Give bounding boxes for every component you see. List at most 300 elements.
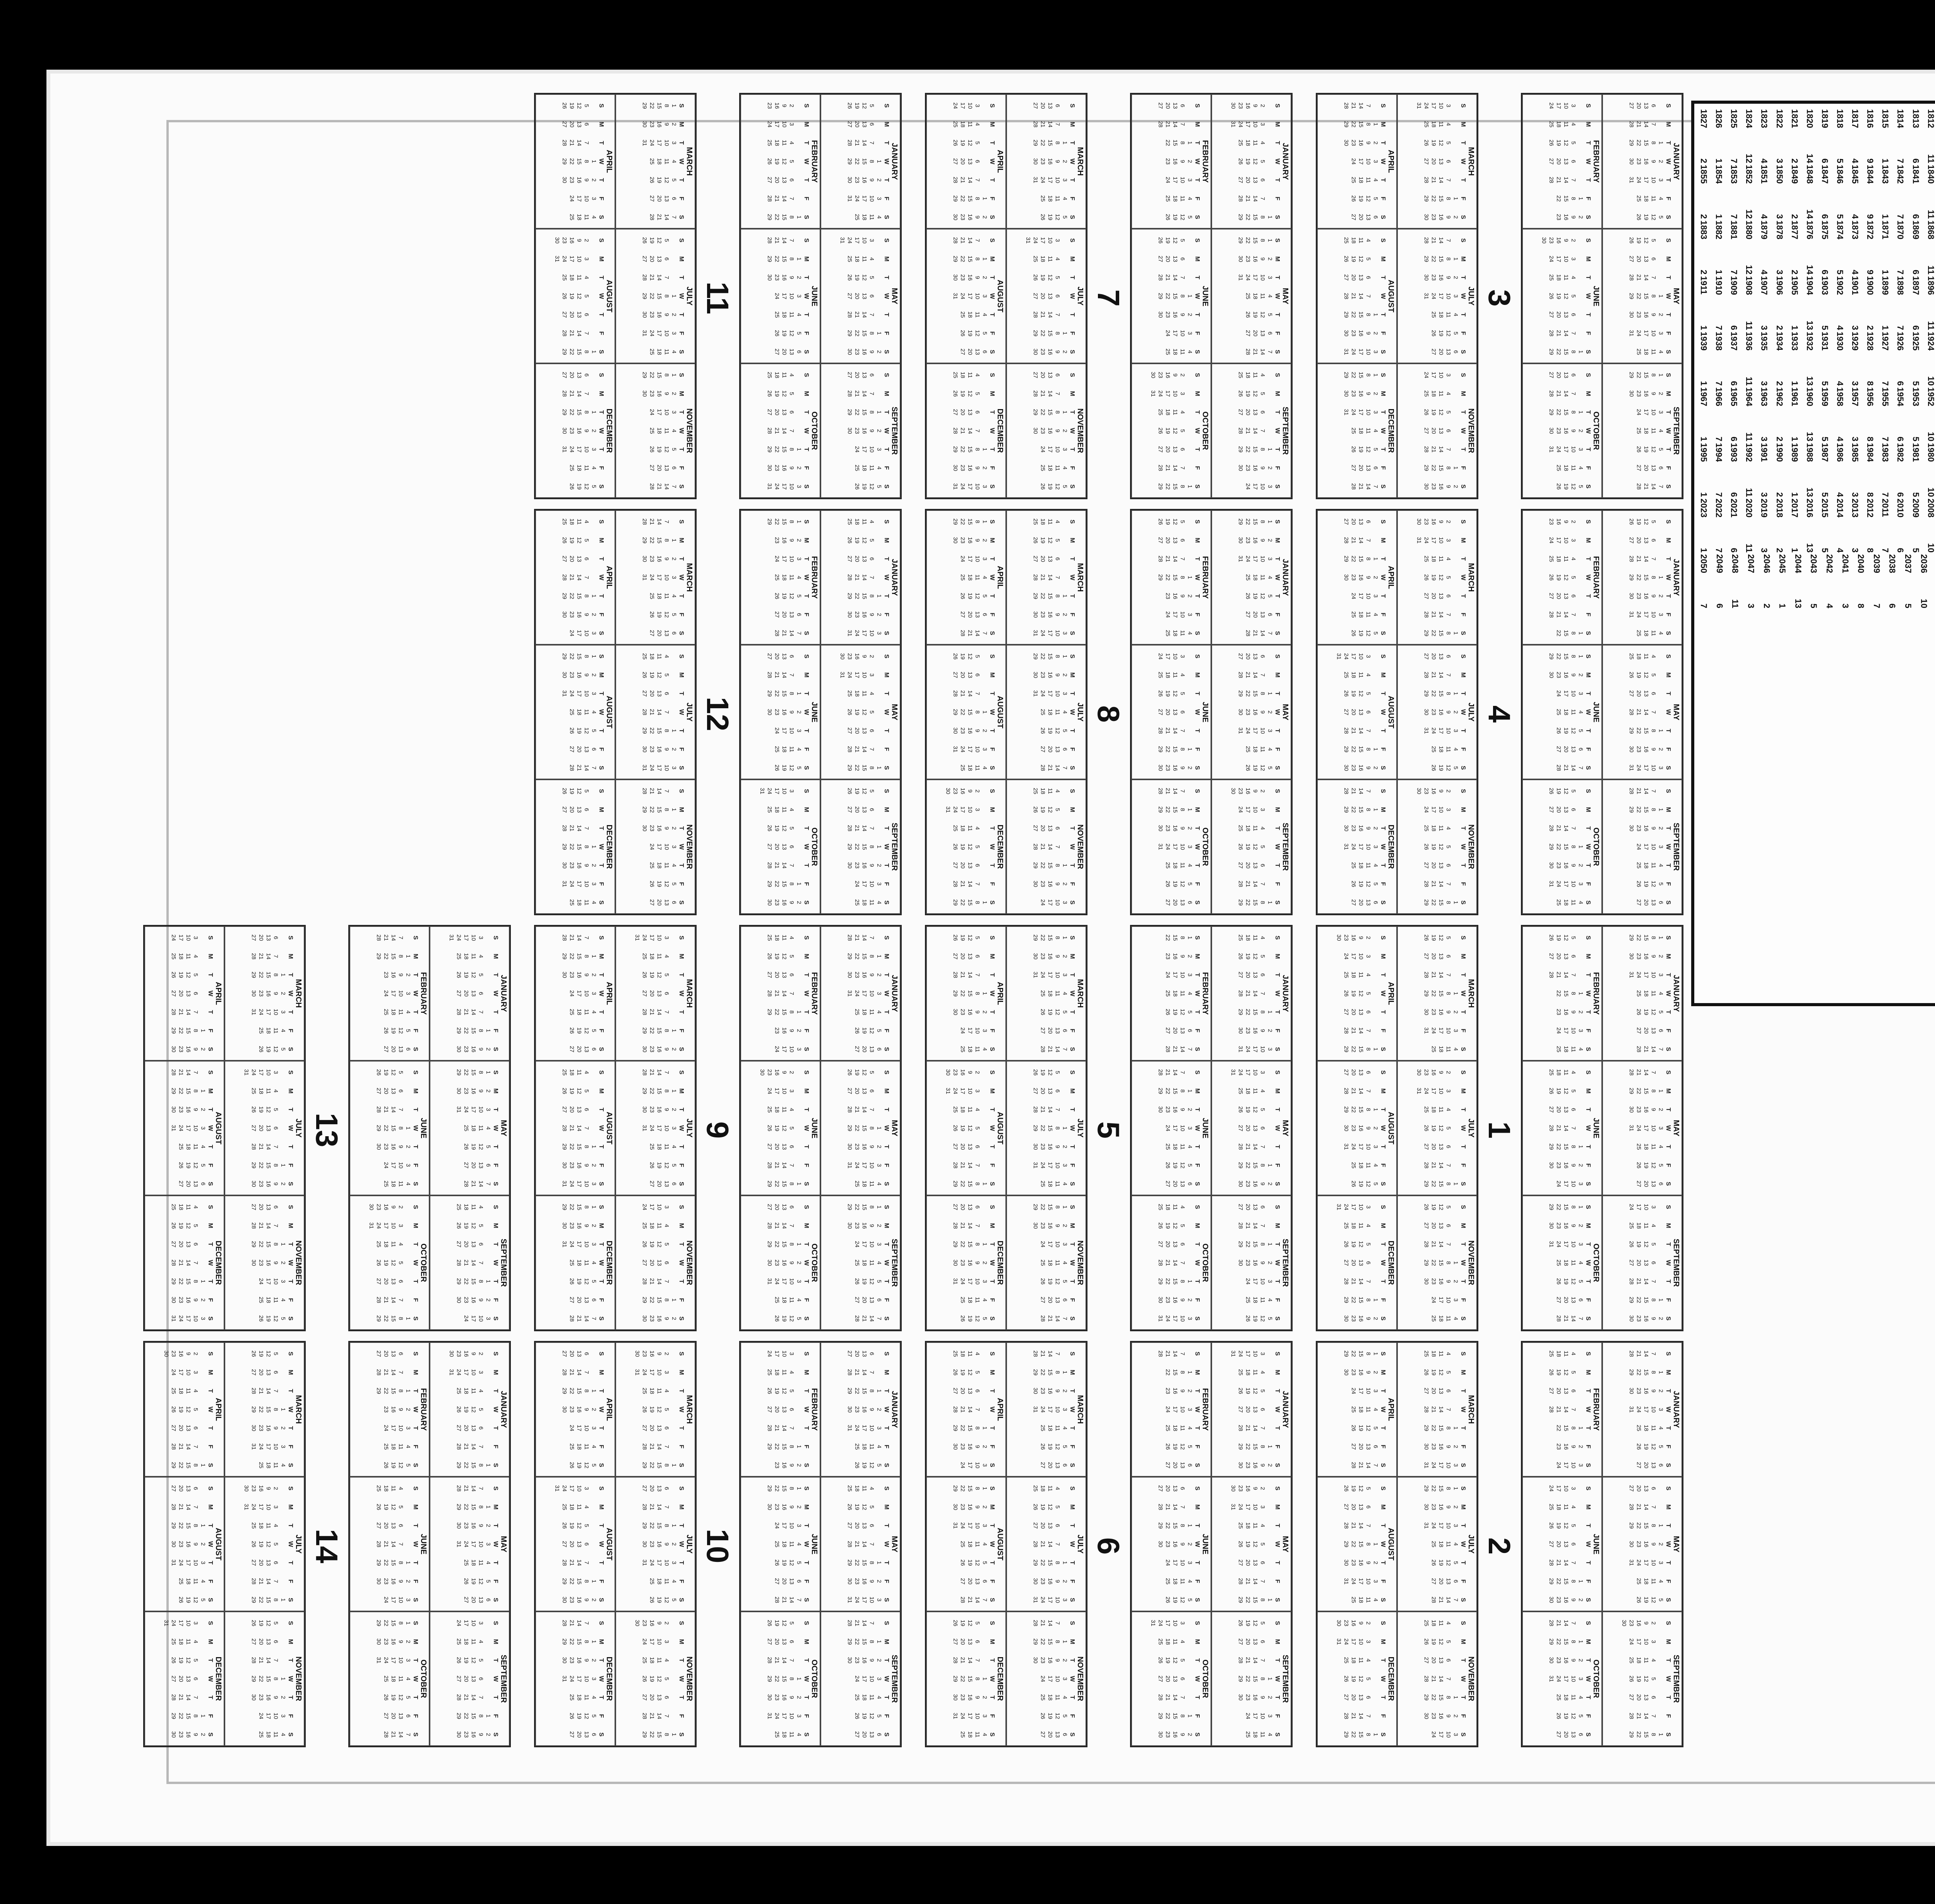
day-number: 7 [1365,1089,1372,1093]
day-number: 3 [1372,594,1379,598]
weekday-letter: S [1665,1463,1671,1467]
day-number: 10 [1054,630,1061,637]
day-number: 27 [1548,592,1555,599]
month-name: OCTOBER [1201,1659,1209,1698]
day-number: 20 [1643,464,1649,471]
day-number: 10 [1259,1712,1266,1719]
day-number: 6 [1445,1389,1452,1393]
calendar-number: 1 [1482,1121,1517,1139]
day-number: 6 [1259,654,1266,658]
weekday-letter: S [1665,238,1671,243]
day-number: 19 [1643,1443,1649,1450]
blank-day [1657,231,1664,250]
day-number: 13 [1650,1027,1657,1034]
day-number: 1 [1187,1714,1193,1718]
weekday-letter: W [1194,574,1200,580]
day-number: 6 [1372,215,1379,219]
day-number: 4 [1452,1542,1459,1546]
index-calendar-number: 5 [1911,492,1921,497]
day-number: 25 [1237,1369,1244,1376]
index-year: 1963 [1759,387,1769,406]
day-number: 18 [1252,746,1259,753]
day-number: 20 [1252,330,1259,337]
day-number: 27 [1548,806,1555,813]
day-number: 10 [1252,806,1259,813]
day-number: 12 [1563,293,1569,300]
day-number: 23 [1635,1541,1642,1548]
weekday-letter: S [1069,789,1075,793]
day-number: 14 [1252,1143,1259,1150]
weekday-letter: F [1665,747,1671,751]
weekday-letter: M [989,1504,995,1510]
day-number: 7 [1577,766,1584,770]
weekday-letter: F [989,1579,995,1583]
index-calendar-number: 5 [1820,381,1830,386]
weekday-letter: S [1585,349,1591,354]
day-number: 18 [1350,971,1357,978]
day-number: 28 [1237,1222,1244,1229]
day-number: 6 [1365,1261,1372,1265]
day-number: 14 [1358,102,1364,109]
day-number: 27 [1032,1522,1039,1529]
month-name: FEBRUARY [1592,972,1600,1015]
weekday-letter: T [1380,1108,1386,1111]
weekday-letter: T [989,276,995,279]
day-number: 1 [1658,936,1664,940]
day-number: 9 [1563,238,1569,242]
day-number: 22 [1635,1522,1642,1529]
weekday-letter: M [1274,1370,1281,1375]
index-entry [1849,443,1860,497]
day-number: 4 [1570,276,1577,279]
day-number: 18 [1350,1222,1357,1229]
day-number: 23 [1430,709,1437,716]
day-number: 11 [1365,177,1372,183]
day-number: 9 [1259,257,1266,261]
day-grid [1237,366,1274,496]
day-number: 7 [1650,122,1657,126]
day-grid [1157,231,1194,361]
day-number: 4 [1365,673,1372,677]
day-number: 4 [1570,1352,1577,1356]
day-number: 28 [1237,1143,1244,1150]
weekday-header [1664,96,1671,226]
day-number: 3 [1267,557,1273,561]
index-entry [1910,498,1921,553]
weekday-letter: S [989,1070,995,1075]
weekday-letter: T [1460,1279,1466,1283]
weekday-letter: S [1665,900,1671,905]
day-number: 28 [1350,483,1357,490]
blank-day [1577,568,1584,587]
day-number: 2 [1577,1598,1584,1602]
day-number: 23 [1245,464,1251,471]
day-number: 9 [1365,1126,1372,1130]
blank-day [1186,366,1194,384]
weekday-letter: F [1274,1029,1281,1032]
index-calendar-number: 3 [1850,548,1860,553]
weekday-letter: S [989,1047,995,1051]
day-number: 6 [1062,1029,1068,1032]
index-column [1698,221,1935,275]
blank-day [1186,666,1194,684]
blank-day [1452,366,1459,384]
day-grid [1415,1063,1459,1193]
weekday-letter: T [1585,973,1591,977]
blank-day [1577,605,1584,624]
day-number: 22 [1555,1578,1562,1585]
day-number: 18 [1245,934,1251,941]
day-number: 30 [1032,427,1039,434]
day-number: 14 [1438,671,1444,678]
day-number: 26 [1423,574,1430,581]
index-year: 1954 [1896,387,1906,406]
day-number: 17 [1350,653,1357,660]
day-number: 24 [1628,1204,1635,1211]
day-number: 15 [1358,555,1364,562]
day-number: 12 [1365,195,1372,202]
weekday-letter: W [1460,844,1466,850]
day-number: 3 [1267,1279,1273,1283]
day-number: 14 [967,176,973,183]
day-number: 30 [1423,1443,1430,1450]
day-number: 27 [1343,518,1349,525]
blank-day [1452,1382,1459,1400]
day-number: 19 [1350,990,1357,997]
day-number: 2 [1267,1695,1273,1699]
index-calendar-number: 1 [1714,270,1724,275]
index-entry [1840,554,1851,608]
day-number: 12 [1650,1443,1657,1450]
day-number: 13 [1438,427,1444,434]
day-number: 26 [1548,293,1555,300]
weekday-header [1379,96,1386,226]
index-year: 1959 [1820,387,1830,406]
day-number: 28 [952,971,959,978]
day-number: 3 [1187,1317,1193,1320]
day-number: 4 [1062,1426,1068,1430]
day-number: 31 [1032,1406,1039,1413]
index-calendar-number: 4 [1759,270,1769,275]
blank-day [1186,459,1194,477]
weekday-letter: W [1274,574,1281,580]
weekday-letter: F [1194,1445,1200,1449]
day-number: 22 [1039,1638,1046,1645]
weekday-header [1379,647,1386,777]
day-number: 20 [967,611,973,618]
calendar-month-table [1521,1341,1683,1747]
day-number: 1 [1372,1108,1379,1111]
index-calendar-number: 1 [1777,603,1788,608]
day-number: 1 [1372,1733,1379,1736]
day-number: 15 [1252,1596,1259,1603]
day-number: 13 [1259,611,1266,618]
day-number: 12 [1365,1180,1372,1187]
index-calendar-number: 13 [1805,320,1815,330]
day-grid [952,512,988,642]
blank-day [1186,1651,1194,1669]
weekday-letter: T [1585,276,1591,279]
blank-day [1452,647,1459,666]
day-number: 16 [967,1694,973,1701]
day-number: 21 [1350,1027,1357,1034]
weekday-letter: S [1069,349,1075,354]
day-number: 14 [1358,293,1364,300]
day-number: 3 [1452,1733,1459,1736]
weekday-letter: W [1380,293,1386,299]
index-calendar-number: 9 [1865,158,1875,163]
day-number: 11 [1054,990,1061,997]
day-number: 13 [1358,709,1364,716]
month-name: APRIL [1387,982,1395,1005]
day-number: 14 [1358,727,1364,734]
blank-day [1061,250,1069,268]
weekday-letter: M [989,954,995,959]
day-number: 23 [1430,1443,1437,1450]
day-number: 29 [1343,1046,1349,1053]
day-number: 12 [1252,953,1259,960]
day-number: 26 [1039,1443,1046,1450]
day-number: 16 [1563,1162,1569,1169]
index-entry [1834,387,1845,442]
weekday-letter: M [1194,807,1200,812]
day-number: 29 [952,1485,959,1492]
index-calendar-number: 2 [1774,492,1784,497]
day-number: 6 [1570,1542,1577,1546]
day-number: 21 [1555,1406,1562,1413]
day-number: 3 [1445,808,1452,812]
day-number: 27 [1237,409,1244,416]
day-number: 7 [1650,1714,1657,1718]
day-number: 24 [1555,446,1562,453]
day-number: 8 [1179,808,1186,812]
day-number: 18 [1172,990,1178,997]
day-number: 16 [1252,1694,1259,1701]
blank-day [1186,1063,1194,1082]
day-number: 6 [1570,1389,1577,1393]
day-number: 3 [981,1029,988,1032]
day-number: 4 [1267,575,1273,579]
month-september [1211,1611,1291,1746]
day-number: 16 [1164,372,1171,378]
day-number: 26 [1635,1009,1642,1015]
month-name: JUNE [1201,286,1209,306]
index-entry [1728,109,1739,163]
day-number: 14 [1252,427,1259,434]
day-number: 2 [1062,954,1068,958]
day-number: 13 [1252,971,1259,978]
day-number: 23 [1164,592,1171,599]
weekday-letter: F [1585,1029,1591,1032]
day-number: 11 [1172,672,1178,678]
weekday-letter: S [1069,519,1075,524]
index-calendar-number: 3 [1850,381,1860,386]
index-year: 2009 [1911,498,1921,518]
day-number: 23 [1635,390,1642,397]
index-entry [1910,165,1921,219]
day-grid [1415,512,1459,642]
day-number: 10 [1054,1406,1061,1413]
day-number: 8 [1365,747,1372,751]
day-number: 18 [1430,825,1437,832]
day-number: 25 [1343,237,1349,244]
day-number: 30 [1032,1578,1039,1585]
day-number: 19 [959,139,966,146]
day-number: 16 [1563,427,1569,434]
day-number: 30 [1336,934,1342,941]
weekday-letter: T [1665,863,1671,867]
day-number: 7 [974,238,981,242]
month-july [1397,229,1477,363]
day-number: 24 [1245,727,1251,734]
day-number: 4 [1054,1486,1061,1490]
blank-day [1372,1021,1379,1040]
day-number: 19 [1643,1162,1649,1169]
day-number: 24 [1635,330,1642,337]
index-year: 2012 [1865,498,1875,518]
index-calendar-number: 11 [1744,321,1754,330]
weekday-letter: S [1380,1463,1386,1467]
day-number: 29 [1343,1731,1349,1738]
day-number: 18 [967,1731,973,1738]
day-number: 19 [1430,409,1437,416]
index-entry [1895,498,1906,553]
day-number: 2 [981,1695,988,1699]
day-number: 25 [1157,1204,1164,1211]
day-number: 18 [1172,348,1178,355]
day-number: 19 [1430,843,1437,850]
day-number: 18 [1555,121,1562,128]
month-name: SEPTEMBER [1281,822,1289,871]
day-number: 29 [1423,1485,1430,1492]
day-number: 26 [1343,1241,1349,1248]
day-number: 31 [1157,1315,1164,1322]
day-number: 10 [967,1087,973,1094]
day-number: 15 [1172,1087,1178,1094]
day-number: 23 [1350,1125,1357,1132]
day-number: 29 [1237,690,1244,697]
day-number: 26 [959,592,966,599]
day-number: 19 [1555,139,1562,146]
index-calendar-number: 8 [1865,381,1875,386]
day-number: 12 [967,1369,973,1376]
blank-day [1186,550,1194,568]
day-number: 30 [1343,764,1349,771]
day-number: 7 [1570,1621,1577,1625]
index-year: 1961 [1789,387,1800,406]
index-year: 1911 [1699,276,1709,295]
day-number: 4 [1187,350,1193,354]
day-grid [952,647,988,777]
day-number: 14 [1358,788,1364,794]
index-entry [1819,165,1830,219]
day-number: 2 [1577,429,1584,433]
day-number: 6 [1179,538,1186,542]
day-number: 10 [974,483,981,490]
weekday-letter: F [989,197,995,200]
weekday-letter: W [1274,293,1281,299]
index-entry [1895,332,1906,386]
day-number: 1 [1658,1524,1664,1527]
day-number: 25 [1548,1350,1555,1357]
month-october [1131,1611,1211,1746]
day-number: 31 [1336,1204,1342,1211]
weekday-letter: F [1380,747,1386,751]
weekday-letter: T [1194,826,1200,830]
day-number: 18 [1563,1694,1569,1701]
index-year: 1822 [1774,109,1784,128]
weekday-letter: S [1460,765,1466,770]
weekday-letter: M [1069,1223,1075,1228]
day-number: 10 [1365,1387,1372,1394]
weekday-letter: F [1460,613,1466,616]
day-number: 25 [959,1731,966,1738]
index-entry [1925,498,1935,553]
index-column [1698,387,1935,442]
day-number: 26 [1423,139,1430,146]
weekday-letter: S [1274,1205,1281,1209]
day-number: 26 [1237,1106,1244,1113]
day-number: 12 [1643,237,1649,244]
index-year: 2010 [1896,498,1906,518]
day-number: 17 [1430,1087,1437,1094]
day-number: 6 [1577,1298,1584,1302]
day-number: 10 [1054,690,1061,697]
day-number: 29 [1032,1559,1039,1566]
day-number: 30 [1032,1657,1039,1664]
blank-day [1577,1082,1584,1100]
weekday-letter: S [1665,1486,1671,1491]
day-number: 6 [1570,159,1577,163]
weekday-letter: S [989,519,995,524]
day-number: 12 [1650,446,1657,453]
day-number: 4 [1658,991,1664,995]
day-number: 16 [1643,390,1649,397]
index-entry [1728,498,1739,553]
day-number: 22 [1430,690,1437,697]
day-number: 25 [1555,464,1562,471]
day-number: 19 [1245,843,1251,850]
day-number: 30 [1237,537,1244,544]
day-number: 17 [967,555,973,562]
day-number: 28 [1548,971,1555,978]
day-number: 17 [1047,1162,1053,1169]
blank-day [1657,1688,1664,1707]
day-number: 19 [1563,727,1569,734]
day-number: 4 [1658,1426,1664,1430]
weekday-letter: T [1380,1242,1386,1246]
blank-day [1577,1119,1584,1137]
day-number: 12 [1252,1106,1259,1113]
day-number: 16 [1563,1009,1569,1015]
day-number: 26 [1555,483,1562,490]
day-number: 4 [1187,631,1193,635]
day-number: 23 [1423,518,1430,525]
weekday-letter: S [1274,654,1281,659]
day-number: 23 [1039,611,1046,618]
month-november [1397,1611,1477,1746]
day-number: 7 [1259,1426,1266,1430]
day-number: 20 [1245,409,1251,416]
day-number: 18 [1563,709,1569,716]
day-number: 8 [1179,485,1186,488]
weekday-letter: F [1380,1298,1386,1302]
day-number: 4 [1658,1579,1664,1583]
day-number: 15 [1563,990,1569,997]
weekday-letter: W [989,293,995,299]
weekday-letter: W [1194,709,1200,715]
weekday-letter: W [1274,1406,1281,1413]
